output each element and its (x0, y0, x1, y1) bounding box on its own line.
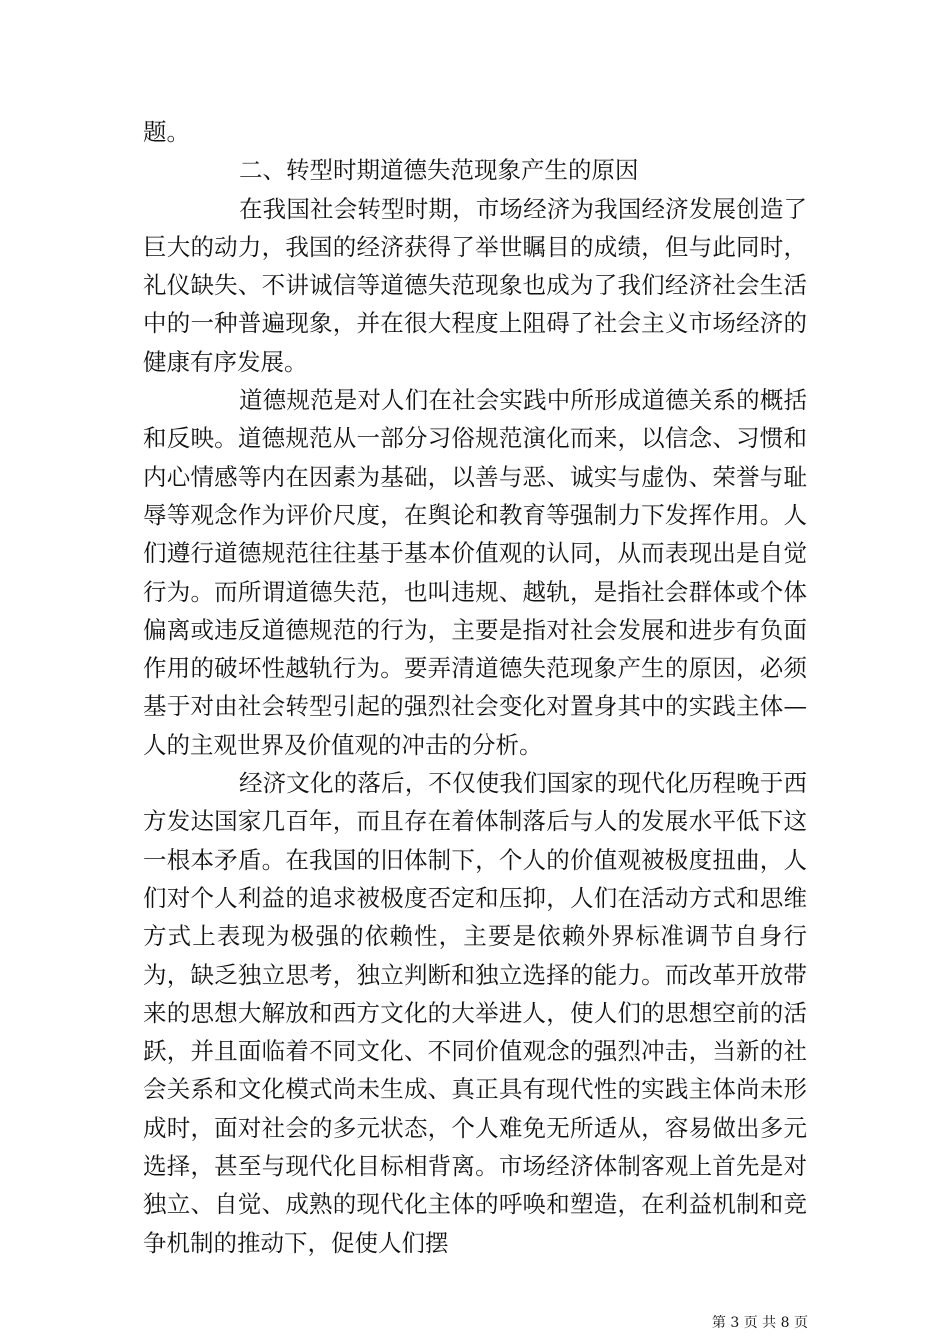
paragraph: 经济文化的落后，不仅使我们国家的现代化历程晚于西方发达国家几百年，而且存在着体制落后与人的发展水平低下这一根本矛盾。在我国的旧体制下，个人的价值观被极度扭曲，人们对个人利益的追求被极度否定和压抑，人们在活动方式和思维方式上表现为极强的依赖性，主要是依赖外界标准调节自身行为，缺乏独立思考，独立判断和独立选择的能力。而改革开放带来的思想大解放和西方文化的大举进人，使人们的思想空前的活跃，并且面临着不同文化、不同价值观念的强烈冲击，当新的社会关系和文化模式尚未生成、真正具有现代性的实践主体尚未形成时，面对社会的多元状态，个人难免无所适从，容易做出多元选择，甚至与现代化目标相背离。市场经济体制客观上首先是对独立、自觉、成熟的现代化主体的呼唤和塑造，在利益机制和竞争机制的推动下，促使人们摆 (143, 769, 807, 1257)
paragraph: 道德规范是对人们在社会实践中所形成道德关系的概括和反映。道德规范从一部分习俗规范演化而来，以信念、习惯和内心情感等内在因素为基础，以善与恶、诚实与虚伪、荣誉与耻辱等观念作为评价尺度，在舆论和教育等强制力下发挥作用。人们遵行道德规范往往基于基本价值观的认同，从而表现出是自觉行为。而所谓道德失范，也叫违规、越轨，是指社会群体或个体偏离或违反道德规范的行为，主要是指对社会发展和进步有负面作用的破坏性越轨行为。要弄清道德失范现象产生的原因，必须基于对由社会转型引起的强烈社会变化对置身其中的实践主体—人的主观世界及价值观的冲击的分析。 (143, 386, 807, 759)
paragraph-continuation: 题。 (143, 118, 190, 146)
section-heading: 二、转型时期道德失范现象产生的原因 (239, 156, 639, 185)
body-text (143, 113, 807, 1262)
page-number-footer: 第 3 页 共 8 页 (711, 1315, 808, 1331)
paragraph: 在我国社会转型时期，市场经济为我国经济发展创造了巨大的动力，我国的经济获得了举世瞩目的成绩，但与此同时，礼仪缺失、不讲诚信等道德失范现象也成为了我们经济社会生活中的一种普遍现象，并在很大程度上阻碍了社会主义市场经济的健康有序发展。 (143, 194, 807, 376)
